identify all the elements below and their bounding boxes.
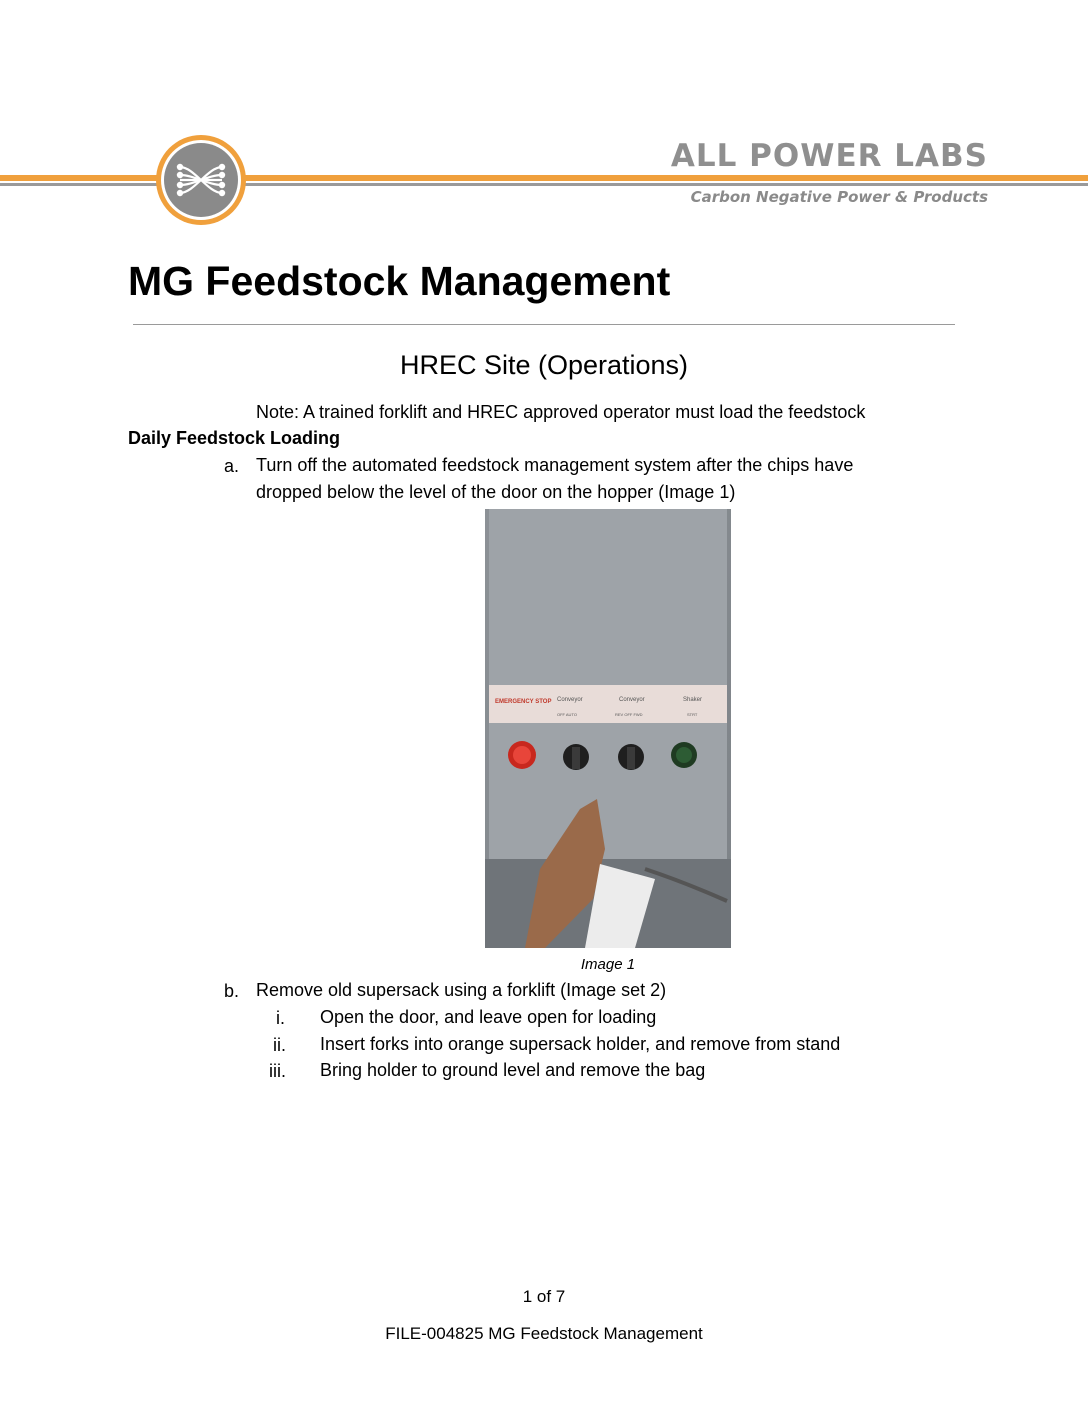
substep-ii-marker: ii. (273, 1035, 286, 1055)
substep-iii-marker: iii. (269, 1061, 286, 1081)
conveyor2-positions: REV OFF FWD (615, 712, 643, 717)
step-a-line-2: dropped below the level of the door on the hopper (Image 1) (256, 482, 736, 502)
shaker-label: Shaker (683, 697, 703, 703)
control-panel-photo (485, 509, 731, 948)
shaker-positions: STRT (687, 712, 698, 717)
estop-label: EMERGENCY STOP (495, 699, 552, 705)
substep-ii-text: Insert forks into orange supersack holder, and remove from stand (320, 1034, 841, 1054)
title-divider (133, 324, 955, 325)
substep-i-text: Open the door, and leave open for loading (320, 1007, 657, 1027)
section-heading: Daily Feedstock Loading (128, 428, 341, 448)
apl-network-logo-icon (154, 133, 248, 227)
page-number: 1 of 7 (522, 1287, 566, 1306)
document-subtitle: HREC Site (Operations) (399, 350, 689, 380)
figure-caption: Image 1 (580, 956, 636, 973)
step-b-marker: b. (224, 981, 240, 1001)
file-identifier: FILE-004825 MG Feedstock Management (385, 1324, 703, 1343)
step-a-text (256, 452, 853, 506)
brand-name: ALL POWER LABS (670, 138, 988, 174)
document-title: MG Feedstock Management (128, 258, 671, 304)
conveyor1-label: Conveyor (557, 697, 583, 703)
brand-tagline: Carbon Negative Power & Products (690, 188, 988, 206)
step-a-marker: a. (224, 456, 240, 476)
substep-iii-text: Bring holder to ground level and remove the bag (320, 1060, 706, 1080)
conveyor2-label: Conveyor (619, 697, 645, 703)
step-b-text: Remove old supersack using a forklift (Image set 2) (256, 980, 667, 1000)
operator-note: Note: A trained forklift and HREC approved operator must load the feedstock (256, 402, 866, 422)
conveyor1-positions: OFF AUTO (557, 712, 577, 717)
step-a-line-1: Turn off the automated feedstock management system after the chips have (256, 455, 854, 475)
substep-i-marker: i. (276, 1008, 285, 1028)
